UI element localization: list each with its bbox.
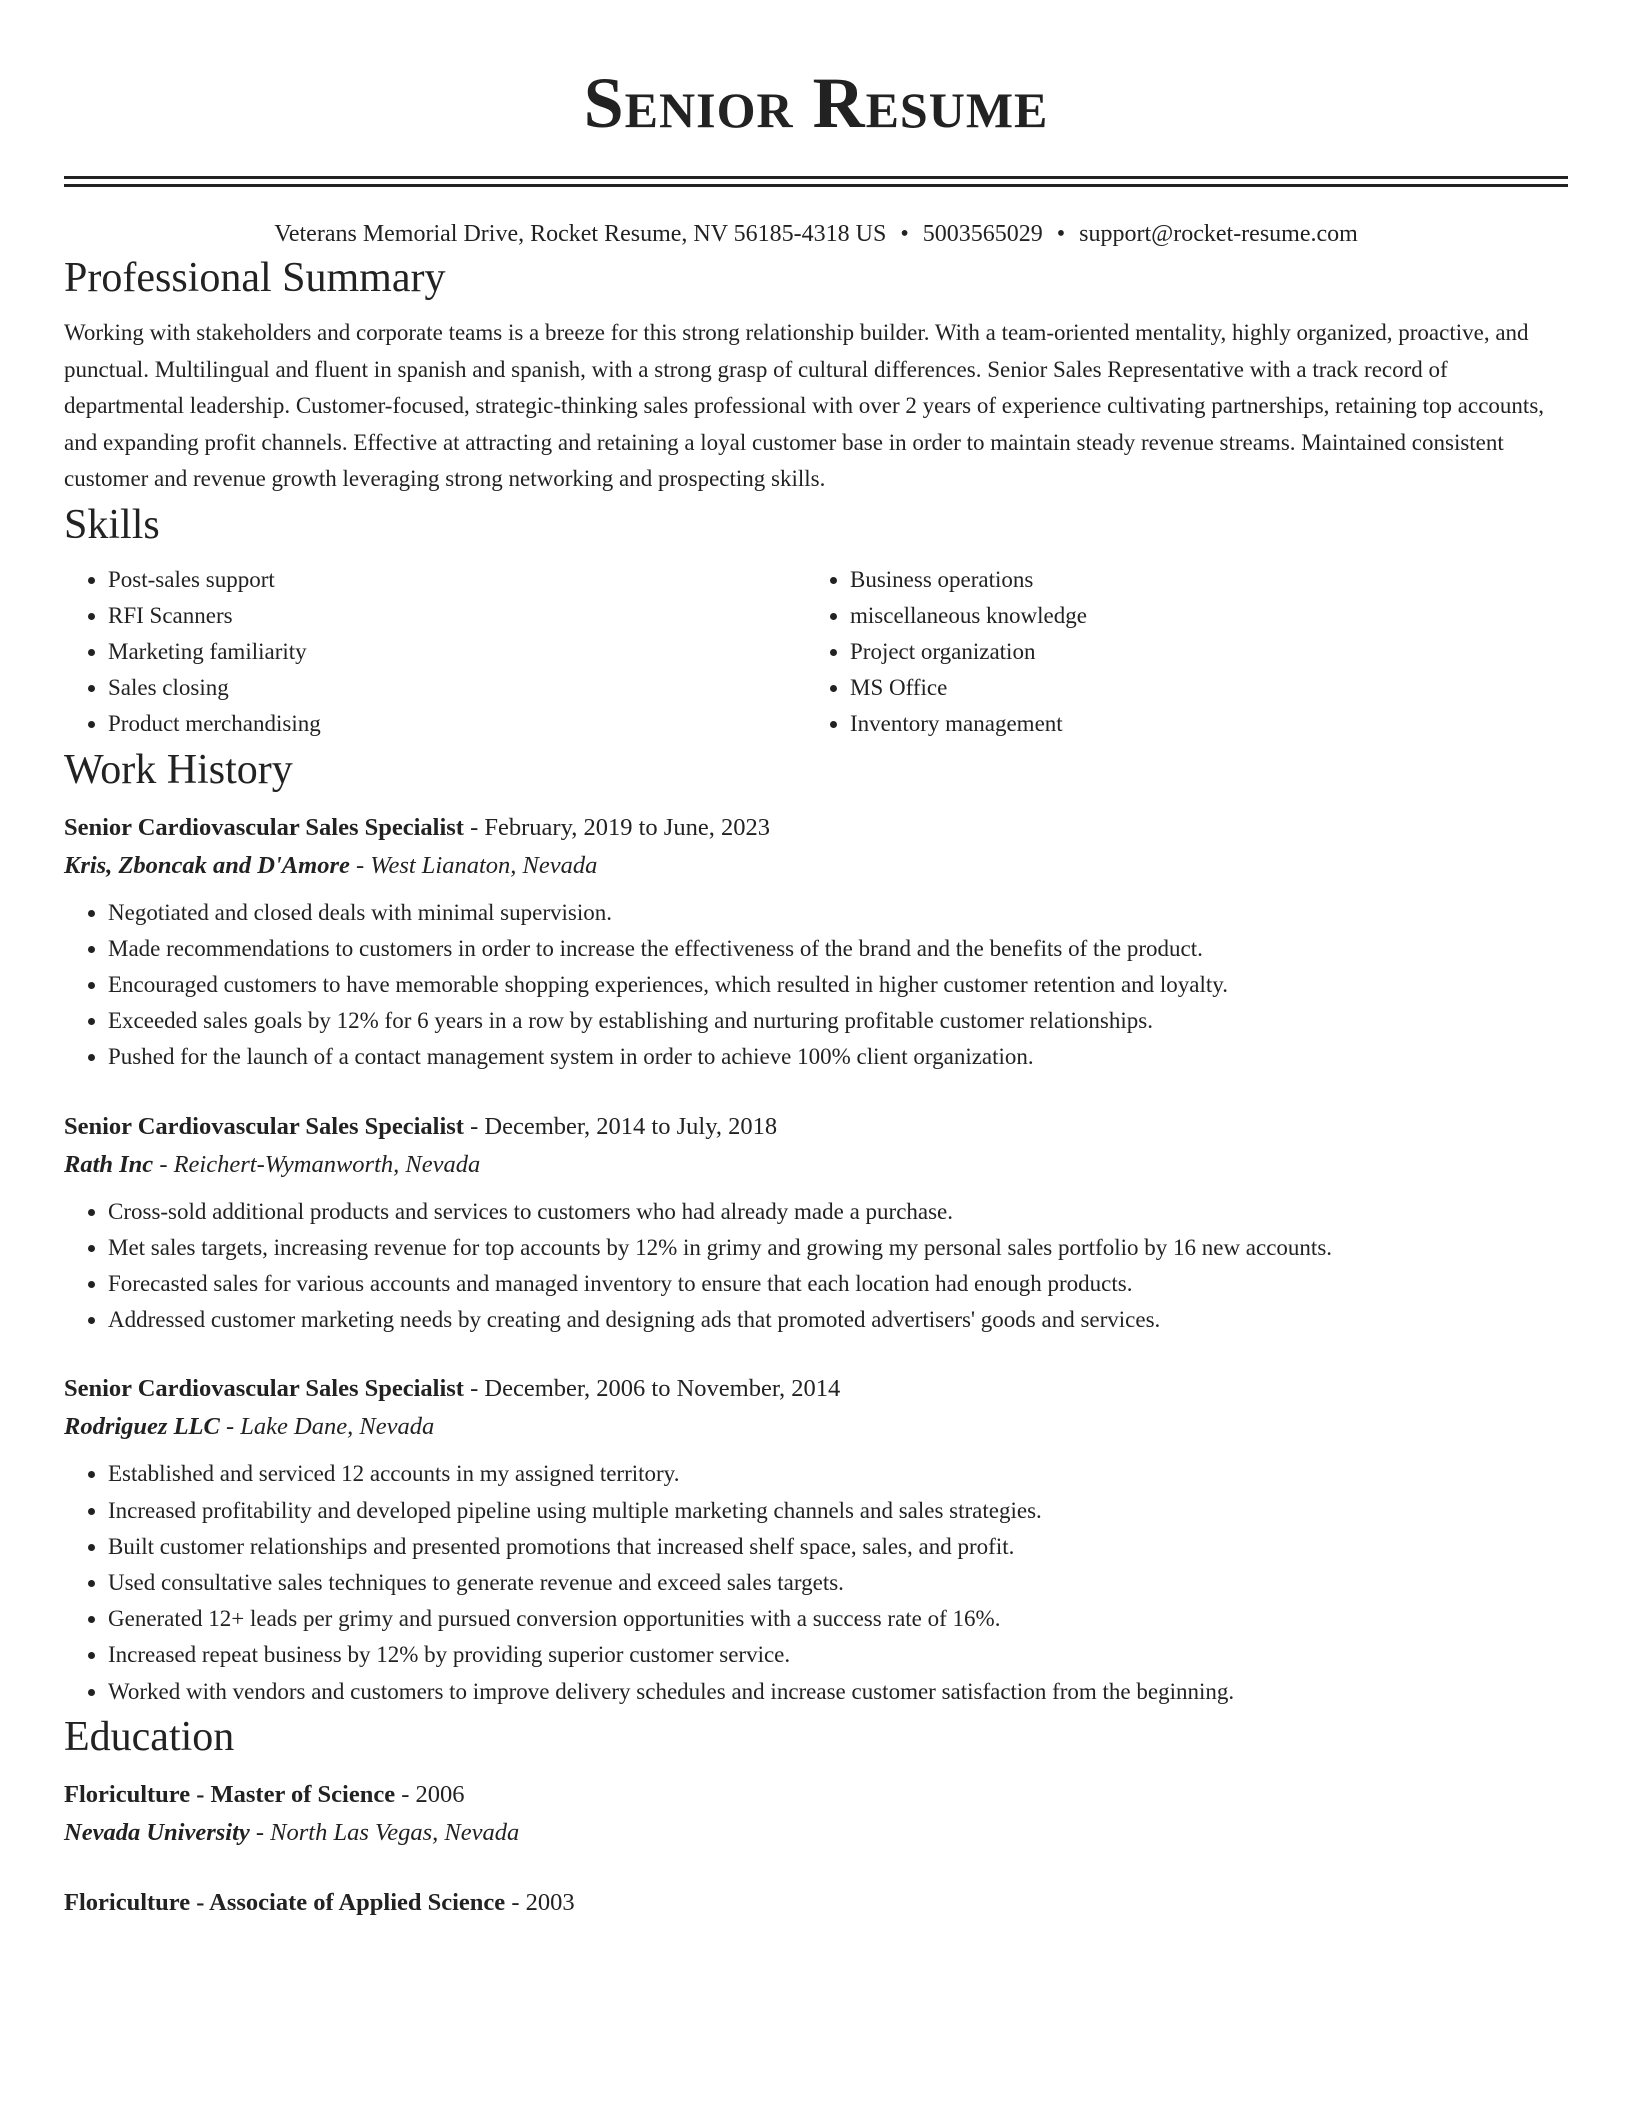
contact-line (64, 217, 1568, 251)
job-company: Kris, Zboncak and D'Amore (64, 851, 350, 879)
job-entry (64, 1108, 1568, 1339)
job-bullet: • Increased profitability and developed pipeline using multiple marketing channels and sales strategies. (108, 1493, 1568, 1529)
skill-item: • Sales closing (108, 670, 806, 706)
education-year: - 2003 (511, 1888, 575, 1916)
skill-item: • miscellaneous knowledge (850, 598, 1548, 634)
job-bullet: • Built customer relationships and presented promotions that increased shelf space, sales, and profit. (108, 1529, 1568, 1565)
skill-item: • Post-sales support (108, 562, 806, 598)
job-bullets (64, 895, 1568, 1076)
job-bullet: • Established and serviced 12 accounts in my assigned territory. (108, 1456, 1568, 1492)
job-bullet: • Addressed customer marketing needs by creating and designing ads that promoted advertisers' goods and services. (108, 1302, 1568, 1338)
job-location: - West Lianaton, Nevada (356, 851, 598, 879)
skills-list-right (806, 562, 1548, 743)
skills-list-left (64, 562, 806, 743)
job-location: - Reichert-Wymanworth, Nevada (159, 1150, 481, 1178)
job-title: Senior Cardiovascular Sales Specialist (64, 1112, 464, 1140)
job-company-line (64, 1408, 1568, 1446)
skill-item: • Product merchandising (108, 706, 806, 742)
job-bullet: • Increased repeat business by 12% by providing superior customer service. (108, 1637, 1568, 1673)
job-company-line (64, 847, 1568, 885)
contact-address: Veterans Memorial Drive, Rocket Resume, NV 56185-4318 US (274, 221, 887, 247)
education-entry (64, 1884, 1568, 1922)
job-company: Rodriguez LLC (64, 1413, 220, 1441)
job-entry (64, 809, 1568, 1076)
skills-heading: Skills (64, 501, 160, 548)
job-entry (64, 1370, 1568, 1709)
job-bullets (64, 1456, 1568, 1709)
job-bullet: • Met sales targets, increasing revenue for top accounts by 12% in grimy and growing my personal sales portfolio by 16 new accounts. (108, 1230, 1568, 1266)
job-bullet: • Cross-sold additional products and services to customers who had already made a purchase. (108, 1194, 1568, 1230)
skill-item: • RFI Scanners (108, 598, 806, 634)
skill-item: • Marketing familiarity (108, 634, 806, 670)
education-entry (64, 1776, 1568, 1852)
job-title: Senior Cardiovascular Sales Specialist (64, 813, 464, 841)
contact-separator: • (900, 221, 909, 247)
job-bullet: • Made recommendations to customers in order to increase the effectiveness of the brand and the benefits of the product. (108, 931, 1568, 967)
education-school: Nevada University (64, 1818, 250, 1846)
job-bullet: • Pushed for the launch of a contact management system in order to achieve 100% client organization. (108, 1039, 1568, 1075)
job-title: Senior Cardiovascular Sales Specialist (64, 1375, 464, 1403)
job-dates: - December, 2006 to November, 2014 (470, 1375, 841, 1403)
resume-title: Senior Resume (583, 63, 1049, 143)
education-year: - 2006 (401, 1780, 465, 1808)
title-double-rule (64, 176, 1568, 187)
skill-item: • Business operations (850, 562, 1548, 598)
job-bullet: • Generated 12+ leads per grimy and pursued conversion opportunities with a success rate of 16%. (108, 1601, 1568, 1637)
job-title-line (64, 809, 1568, 847)
education-school-line (64, 1814, 1568, 1852)
job-bullet: • Encouraged customers to have memorable shopping experiences, which resulted in higher customer retention and loyalty. (108, 967, 1568, 1003)
job-location: - Lake Dane, Nevada (226, 1413, 435, 1441)
education-degree-line (64, 1884, 1568, 1922)
skill-item: • MS Office (850, 670, 1548, 706)
contact-separator: • (1056, 221, 1066, 247)
job-dates: - December, 2014 to July, 2018 (470, 1112, 778, 1140)
skills-columns (64, 562, 1568, 743)
job-title-line (64, 1108, 1568, 1146)
skill-item: • Project organization (850, 634, 1548, 670)
contact-email[interactable]: support@rocket-resume.com (1079, 221, 1358, 247)
summary-heading: Professional Summary (64, 255, 446, 301)
summary-text: Working with stakeholders and corporate teams is a breeze for this strong relationship builder. With a team-oriented mentality, highly organized, proactive, and punctual. Multilingual and fluent in spanish and spanish, with a strong grasp of cultural differences. Senior Sales Representative with a track record of departmental leadership. Customer-focused, strategic-thinking sales professional with over 2 years of experience cultivating partnerships, retaining top accounts, and expanding profit channels. Effective at attracting and retaining a loyal customer base in order to maintain steady revenue streams. Maintained consistent customer and revenue growth leveraging strong networking and prospecting skills. (64, 320, 1545, 491)
job-bullet: • Used consultative sales techniques to generate revenue and exceed sales targets. (108, 1565, 1568, 1601)
job-bullet: • Worked with vendors and customers to improve delivery schedules and increase customer satisfaction from the beginning. (108, 1674, 1568, 1710)
job-bullets (64, 1194, 1568, 1339)
job-title-line (64, 1370, 1568, 1408)
education-location: - North Las Vegas, Nevada (255, 1818, 520, 1846)
education-degree: Floriculture - Master of Science (64, 1780, 396, 1808)
job-bullet: • Forecasted sales for various accounts and managed inventory to ensure that each location had enough products. (108, 1266, 1568, 1302)
education-degree-line (64, 1776, 1568, 1814)
job-bullet: • Negotiated and closed deals with minimal supervision. (108, 895, 1568, 931)
work-history-heading: Work History (64, 746, 293, 793)
skill-item: • Inventory management (850, 706, 1548, 742)
job-company-line (64, 1146, 1568, 1184)
job-company: Rath Inc (64, 1150, 154, 1178)
education-heading: Education (64, 1713, 235, 1760)
education-degree: Floriculture - Associate of Applied Science (64, 1888, 506, 1916)
job-bullet: • Exceeded sales goals by 12% for 6 years in a row by establishing and nurturing profitable customer relationships. (108, 1003, 1568, 1039)
job-dates: - February, 2019 to June, 2023 (470, 813, 770, 841)
contact-phone[interactable]: 5003565029 (922, 221, 1043, 247)
